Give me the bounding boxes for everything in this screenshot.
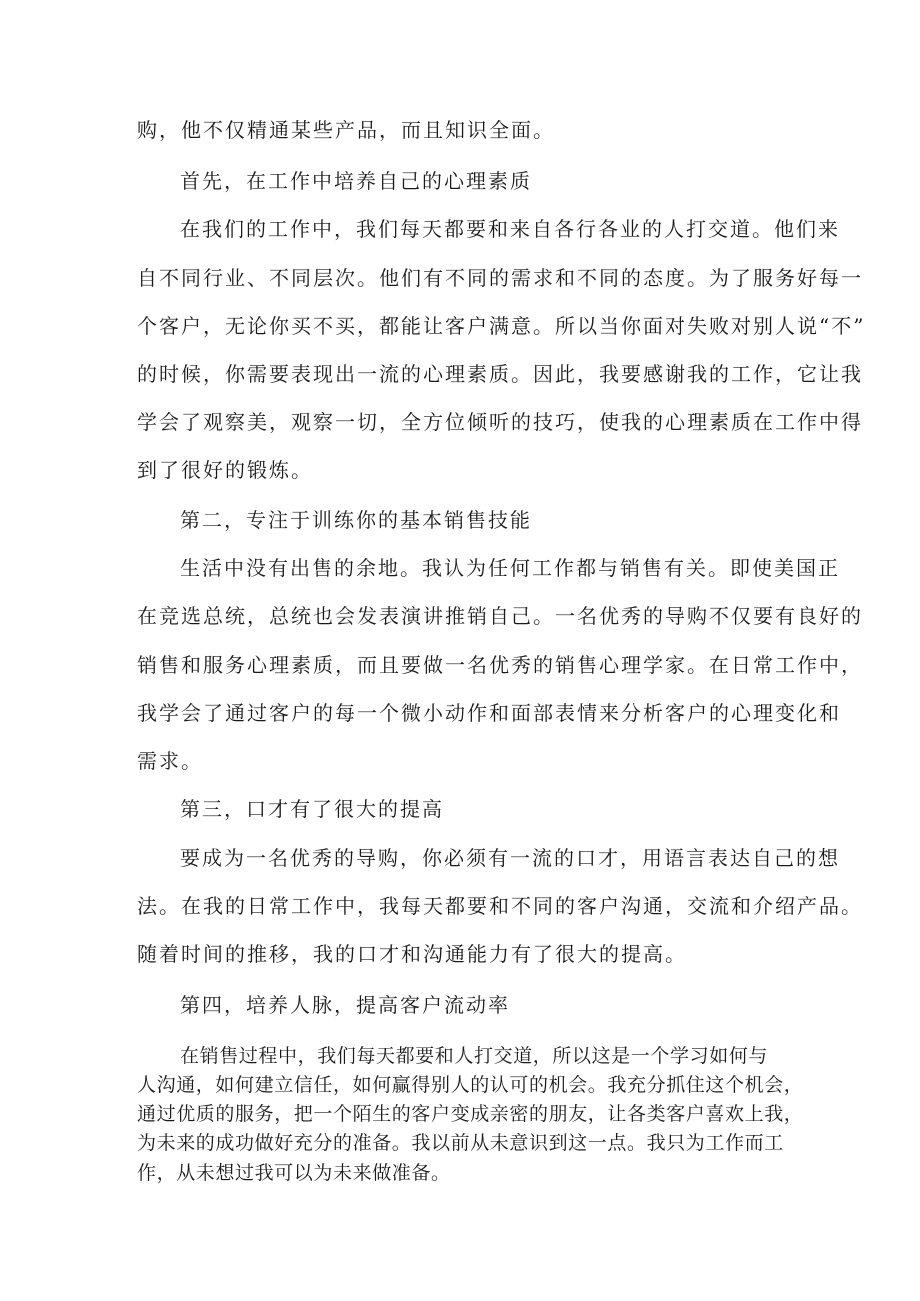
- paragraph-line: 为未来的成功做好充分的准备。我以前从未意识到这一点。我只为工作而工: [137, 1132, 784, 1154]
- paragraph-line: 人沟通，如何建立信任，如何赢得别人的认可的机会。我充分抓住这个机会，: [137, 1074, 804, 1096]
- section-heading: 首先，在工作中培养自己的心理素质: [180, 169, 532, 193]
- paragraph-line: 销售和服务心理素质，而且要做一名优秀的销售心理学家。在日常工作中，: [137, 653, 863, 677]
- section-heading: 第四，培养人脉，提高客户流动率: [180, 993, 510, 1017]
- paragraph-line: 我学会了通过客户的每一个微小动作和面部表情来分析客户的心理变化和: [137, 701, 841, 725]
- paragraph-line: 的时候，你需要表现出一流的心理素质。因此，我要感谢我的工作，它让我: [137, 362, 863, 386]
- paragraph-line: 作，从未想过我可以为未来做准备。: [137, 1162, 451, 1184]
- paragraph-line: 在竞选总统，总统也会发表演讲推销自己。一名优秀的导购不仅要有良好的: [137, 604, 863, 628]
- paragraph-line: 法。在我的日常工作中，我每天都要和不同的客户沟通，交流和介绍产品。: [137, 894, 863, 918]
- paragraph-line: 个客户，无论你买不买，都能让客户满意。所以当你面对失败对别人说“不”: [137, 314, 866, 338]
- paragraph-line: 购，他不仅精通某些产品，而且知识全面。: [137, 118, 555, 142]
- section-heading: 第三，口才有了很大的提高: [180, 797, 444, 821]
- paragraph-line: 学会了观察美，观察一切，全方位倾听的技巧，使我的心理素质在工作中得: [137, 410, 863, 434]
- paragraph-line: 通过优质的服务，把一个陌生的客户变成亲密的朋友，让各类客户喜欢上我，: [137, 1103, 804, 1125]
- paragraph-line: 在我们的工作中，我们每天都要和来自各行各业的人打交道。他们来: [180, 217, 840, 241]
- paragraph-line: 到了很好的锻炼。: [137, 458, 313, 482]
- paragraph-line: 随着时间的推移，我的口才和沟通能力有了很大的提高。: [137, 942, 687, 966]
- paragraph-line: 生活中没有出售的余地。我认为任何工作都与销售有关。即使美国正: [180, 556, 840, 580]
- paragraph-line: 在销售过程中，我们每天都要和人打交道，所以这是一个学习如何与: [180, 1045, 769, 1067]
- paragraph-line: 要成为一名优秀的导购，你必须有一流的口才，用语言表达自己的想: [180, 846, 840, 870]
- section-heading: 第二，专注于训练你的基本销售技能: [180, 508, 532, 532]
- paragraph-line: 需求。: [137, 749, 203, 773]
- paragraph-line: 自不同行业、不同层次。他们有不同的需求和不同的态度。为了服务好每一: [137, 266, 863, 290]
